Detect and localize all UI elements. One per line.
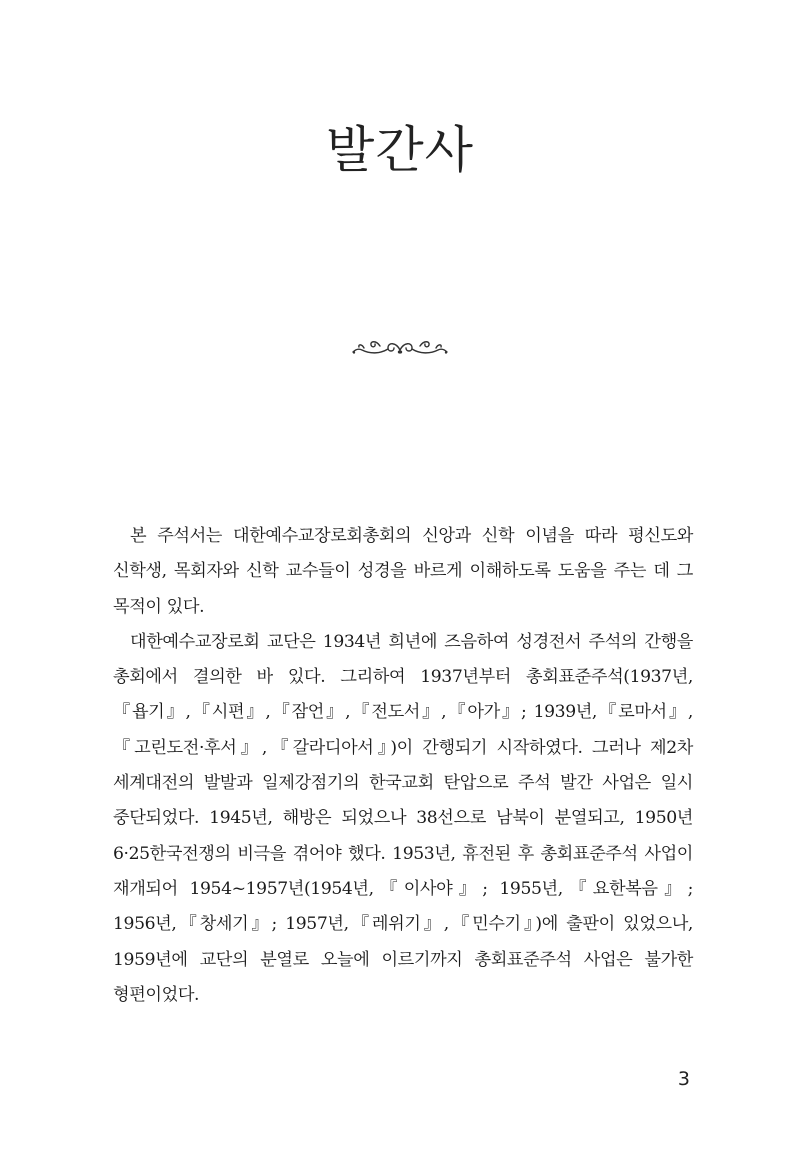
page-number: 3 [677,1068,690,1090]
page-title: 발간사 [326,121,474,179]
paragraph: 본 주석서는 대한예수교장로회총회의 신앙과 신학 이념을 따라 평신도와 신학생, 목회자와 신학 교수들이 성경을 바르게 이해하도록 도움을 주는 데 그 목적이 있다. [113,526,693,617]
body-text [113,519,693,1013]
paragraph: 대한예수교장로회 교단은 1934년 희년에 즈음하여 성경전서 주석의 간행을 총회에서 결의한 바 있다. 그리하여 1937년부터 총회표준주석(1937년,『욥기』,『시편』,『잠언』,『전도서』,『아가』; 1939년,『로마서』,『고린도전·후서』,『갈라디아서』)이 간행되기 시작하였다. 그러나 제2차 세계대전의 발발과 일제강점기의 한국교회 탄압으로 주석 발간 사업은 일시 중단되었다. 1945년, 해방은 되었으나 38선으로 남북이 분열되고, 1950년 6·25한국전쟁의 비극을 겪어야 했다. 1953년, 휴전된 후 총회표준주석 사업이 재개되어 1954~1957년(1954년,『이사야』; 1955년,『요한복음』; 1956년,『창세기』; 1957년,『레위기』,『민수기』)에 출판이 있었으나, 1959년에 교단의 분열로 오늘에 이르기까지 총회표준주석 사업은 불가한 형편이었다. [113,631,693,1005]
decorative-flourish-icon [350,334,450,360]
